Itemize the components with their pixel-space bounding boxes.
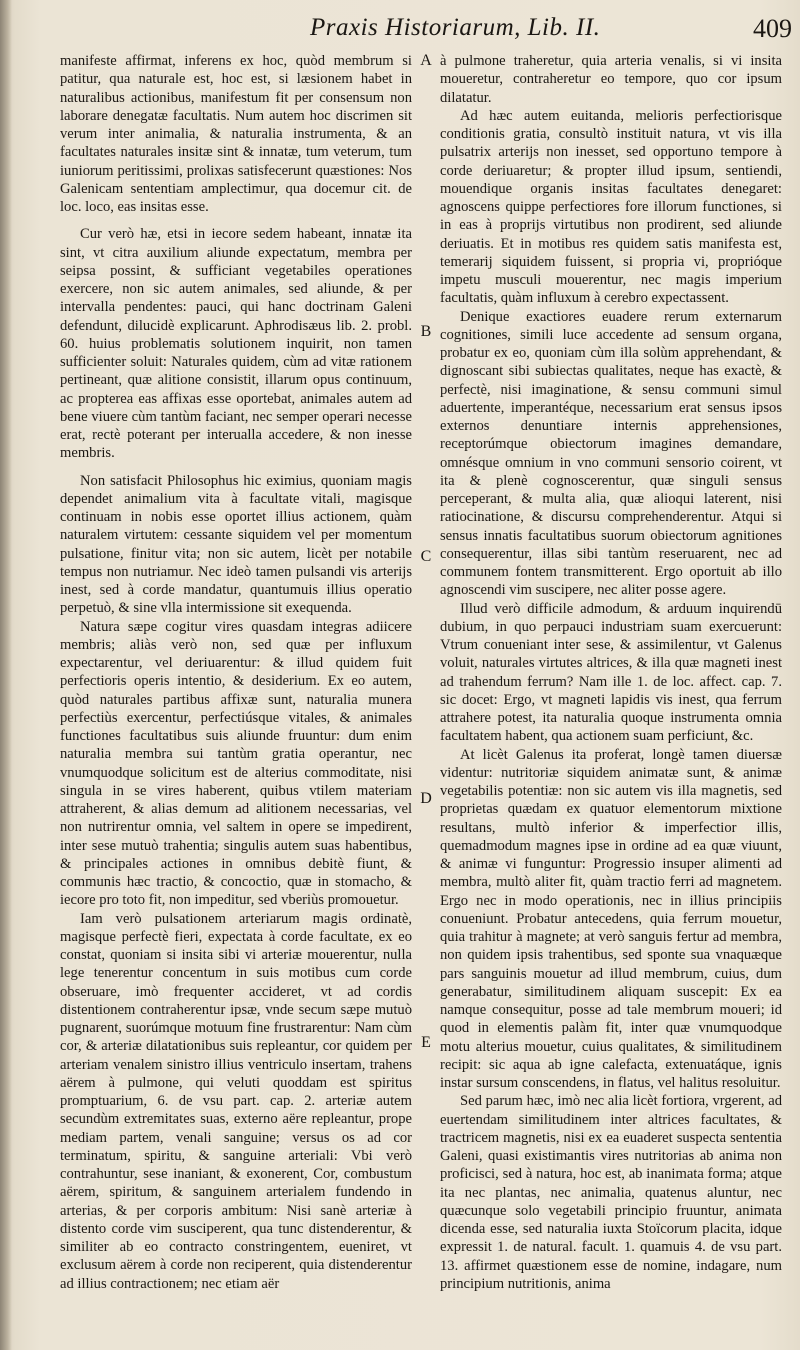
paragraph: manifeste affirmat, inferens ex hoc, quòd membrum si patitur, qua naturale est, hoc est, si læsionem habet in naturalibus actionibus, manifestum fit per consensum non laborare denegatæ facultatis. Num autem hoc discrimen sit verum inter animalia, & naturalia instrumenta, & an facultates naturales insitæ sint & innatæ, tum veterum, tum iuniorum peritissimi, prolixas satisfecerunt quæstiones: Nos Galenicam sententiam amplectimur, qua docemur cit. de loc. loco, eas insitas esse. — [60, 53, 412, 215]
paragraph: Illud verò difficile admodum, & arduum inquirendū dubium, in quo perpauci industriam suam exercuerunt: Vtrum conueniant inter sese, & assimilentur, vt Galenus voluit, naturales virtutes altrices, & illa quæ magneti inest ad trahendum ferrum? Nam ille 1. de loc. affect. cap. 7. sic docet: Ergo, vt magneti lapidis vis inest, qua ferrum attrahere potest, ita naturalia quoque instrumenta omnia facultatem habent, qua actionem suam perficiunt, &c. — [440, 600, 782, 745]
right-column — [440, 52, 782, 1293]
paragraph: Natura sæpe cogitur vires quasdam integras adiicere membris; aliàs verò non, sed quæ per influxum expectarentur, vel deriuarentur: & illud quidem fuit perfectioris operis intentio, & desiderium. Ex eo autem, quòd naturales partibus affixæ sunt, naturalia munera perfectiùs exercentur, perfectiúsque vitales, & animales functiones facultatibus suis aliunde fruuntur: dum enim naturalia membra sui tantùm gratia operantur, nec vnumquodque solicitum est de alterius commoditate, nisi singula in se vires haberent, quibus vtilem materiam attraherent, & alias demum ad alitionem necessarias, vel non nutrirentur omnia, vel saltem in opere se impedirent, inter sese mutuò trahentia; singulis autem suas habentibus, & principales actiones in omnibus debitè fiunt, & communis hæc tractio, & concoctio, quæ in stomacho, & iecore pro toto fit, non impeditur, sed vberiùs promouetur. — [60, 618, 412, 909]
paragraph: Cur verò hæ, etsi in iecore sedem habeant, innatæ ita sint, vt citra auxilium aliunde expectatum, membra per seipsa possint, & sufficiant vegetabiles operationes exercere, non sic autem animales, sed aliunde, & per intervalla pendentes: pauci, qui hanc doctrinam Galeni defendunt, dilucidè explicarunt. Aphrodisæus lib. 2. probl. 60. huius problematis solutionem inquirit, non tamen sufficienter soluit: Naturales quidem, cùm ad vitæ rationem pertineant, quæ alitione consistit, illarum opus continuum, ac propterea eas affixas esse oportebat, animales autem ad bene viuere cùm tantùm faciant, nec semper operari necesse erat, rectè poterant per interualla accedere, & non inesse membris. — [60, 226, 412, 462]
page-header — [60, 14, 792, 54]
page-number: 409 — [753, 14, 792, 43]
paragraph: Ad hæc autem euitanda, melioris perfectiorisque conditionis gratia, consultò instituit natura, vt vis illa pulsatrix arterijs non inesset, sed opportuno tempore à corde deriuaretur; & propter illud ipsum, sentiendi, mouendique organis insitas facultates denegaret: agnoscens quippe perfectiores fore illorum functiones, si in eas à proprijs virtutibus non prodirent, sed aliunde deriuatis. Et in motibus res quidem satis manifesta est, temerarij siquidem fuissent, si propria vi, proprióque impetu musculi mouerentur, nec magis imperium facultatis, quàm influxum à cerebro expectassent. — [440, 107, 782, 307]
paragraph: Sed parum hæc, imò nec alia licèt fortiora, vrgerent, ad euertendam similitudinem inter altrices facultates, & tractricem magnetis, nisi ex ea euaderet suspecta sententia Galeni, quasi existimantis vires nutritorias ab anima non proficisci, sed à natura, hoc est, ab inanimata forma; atque ita nec plantas, nec animalia, quatenus aluntur, nec quæcunque solo vegetabili principio fruuntur, animata dicenda esse, sed naturalia iuxta Stoïcorum placita, idque expressit 1. de natural. facult. 1. quamuis 4. de vsu part. 13. affirmet quæstionem esse de nomine, indagare, num principium nutritionis, anima — [440, 1093, 782, 1292]
paragraph: Non satisfacit Philosophus hic eximius, quoniam magis dependet animalium vita à facultate vitali, magisque continuam in nobis esse oportet illius actionem, quàm naturalem virtutem: cessante siquidem vel per momentum pulsatione, finitur vita; non sic autem, licèt per notabile tempus non nutriamur. Nec ideò tamen pulsandi vis arterijs inest, sed à corde mandatur, quantumuis illius operatio perpetuò, & sine vlla intermissione sit exequenda. — [60, 472, 412, 617]
margin-letter-b: B — [420, 323, 432, 340]
page-binding-shadow — [0, 0, 12, 1350]
margin-letter-c: C — [420, 548, 432, 565]
paragraph: Iam verò pulsationem arteriarum magis ordinatè, magisque perfectè fieri, expectata à corde facultate, ex eo constat, quoniam si insita sibi vi arteriæ mouerentur, nulla lege tenerentur concentum in suis motibus cum corde obseruare, imò frequenter accideret, vt ad cordis distentionem contraherentur ipsæ, vnde secum sæpe mutuò pugnarent, suorúmque motuum fine frustrarentur: Nam cùm cor, & arteriæ dilatationibus suis repleantur, cor quidem per arteriam venalem sinistro illius ventriculo insertam, trahens aërem à pulmone, qui veluti quoddam est spiritus promptuarium, 6. de vsu part. cap. 2. arteriæ autem secundùm extremitates suas, externo aëre repleantur, prope mediam partem, venali sanguine; versus os ad cor terminatum, spiritu, & sanguine arteriali: Vbi verò contrahuntur, sese inaniant, & exonerent, Cor, combustum aërem, spiritum, & sanguinem arterialem fundendo in arterias, & per corporis ambitum: Nisi sanè arteriæ à distento corde vim susciperent, qua tunc distenderentur, & similiter ab eo contracto constringentem, eueniret, vt exclusum aërem à corde non reciperent, quia distenderentur ad illius contractionem; nec etiam aër — [60, 910, 412, 1292]
running-title: Praxis Historiarum, Lib. II. — [310, 14, 601, 41]
paragraph: Denique exactiores euadere rerum externarum cognitiones, simili luce accedente ad sensum organa, probatur ex eo, quoniam cùm illa solùm apprehendant, & dignoscant sibi subiectas qualitates, neque has exactè, & perfectè, nisi imaginatione, & sensu communi simul aduertente, imperantéque, necessarium erat sensus ipsos externos denuntiare internis apprehensiones, receptorúmque obiectorum imagines demandare, omnésque omnium in vno communi sensorio coirent, vt ita & plenè cognoscerentur, quæ singuli sensus perceperant, & multa alia, quæ alioqui laterent, nisi ratiocinatione, & discursu comprehenderentur. Atqui si sensus innatis facultatibus suorum obiectorum agnitiones consequerentur, illas sibi tantùm reseruarent, nec ad communem fontem transmitterent. Ergo oportuit ab illo agnoscendi vim suscipere, nec aliter posse agere. — [440, 308, 782, 599]
margin-letter-a: A — [420, 52, 432, 69]
paragraph: à pulmone traheretur, quia arteria venalis, si vi insita moueretur, contraheretur eo tempore, quo cor ipsum dilatatur. — [440, 53, 782, 106]
margin-letter-d: D — [420, 790, 432, 807]
margin-letter-e: E — [421, 1034, 431, 1051]
paragraph: At licèt Galenus ita proferat, longè tamen diuersæ videntur: nutritoriæ siquidem animatæ sunt, & animæ vegetabilis potentiæ: non sic autem vis illa magnetis, sed proprietas quædam ex quatuor elementorum mixtione resultans, multò inferior & imperfectior illis, quemadmodum magnes ipse in ordine ad ea quæ viuunt, & animæ vi funguntur: Progressio insuper alimenti ad membra, multò aliter fit, quàm tractio ferri ad magnetem. Ergo nec in modo operationis, nec in illius principiis conueniunt. Probatur antecedens, quia ferrum mouetur, quia trahitur à magnete; at verò sanguis fertur ad membra, non quidem ipsis trahentibus, sed sponte sua vnaquæque pars sanguinis mouetur ad illud membrum, cuius, dum generabatur, similitudinem aliquam suscepit: Ex ea namque consequitur, posse ad tale membrum moueri; id quod in elementis palàm fit, inter quæ vnumquodque motu alterius mouetur, cuius qualitates, & similitudinem recipit: sic aqua ab igne calefacta, extenuatáque, ignis instar sursum conscendens, in flatus, vel halitus resoluitur. — [440, 746, 782, 1091]
left-column — [60, 52, 412, 1293]
